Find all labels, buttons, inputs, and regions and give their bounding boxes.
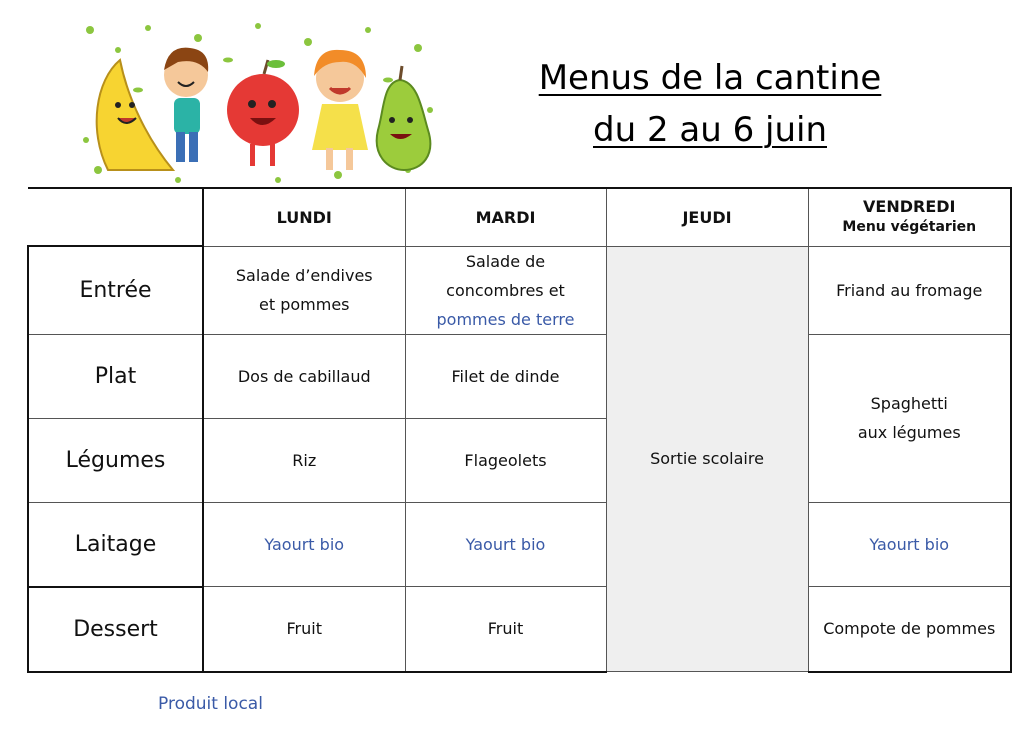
mardi-entree-line1: Salade de: [465, 251, 546, 271]
title-line-2: du 2 au 6 juin: [593, 110, 827, 150]
menu-table: [27, 187, 1012, 673]
mardi-legumes: Flageolets: [405, 418, 606, 502]
title-line-1: Menus de la cantine: [538, 58, 882, 98]
lundi-dessert: Fruit: [203, 587, 405, 672]
table-row-plat: [28, 334, 1011, 418]
jeudi-note: Sortie scolaire: [650, 449, 764, 469]
row-label-plat: Plat: [28, 334, 203, 418]
lundi-laitage: Yaourt bio: [203, 502, 405, 587]
lundi-entree-line1: Salade d’endives: [235, 266, 373, 285]
legend-produit-local: Produit local: [158, 694, 263, 714]
day-header-lundi: LUNDI: [203, 188, 405, 246]
lundi-plat: Dos de cabillaud: [203, 334, 405, 418]
vendredi-plat-line1: Spaghetti: [870, 394, 948, 413]
table-row-entree: [28, 246, 1011, 334]
banana-character: [97, 60, 173, 170]
table-row-dessert: [28, 587, 1011, 672]
row-label-laitage: Laitage: [28, 502, 203, 587]
lundi-entree-line2: et pommes: [259, 295, 350, 314]
row-label-legumes: Légumes: [28, 418, 203, 502]
corner-cell: [28, 188, 203, 246]
mardi-laitage: Yaourt bio: [405, 502, 606, 587]
jeudi-cell: [606, 246, 808, 672]
vendredi-laitage: Yaourt bio: [808, 502, 1011, 587]
mardi-entree-line3: pommes de terre: [436, 309, 575, 329]
header-row: [28, 188, 1011, 246]
mardi-plat: Filet de dinde: [405, 334, 606, 418]
day-header-vendredi: [808, 188, 1011, 246]
mardi-entree: [405, 246, 606, 334]
lundi-entree: [203, 246, 405, 334]
girl-character: [312, 50, 368, 170]
mardi-entree-line2: concombres et: [446, 280, 565, 300]
mardi-dessert: Fruit: [405, 587, 606, 672]
page-title: [470, 52, 950, 156]
vendredi-label: VENDREDI: [863, 196, 956, 216]
table-row-laitage: [28, 502, 1011, 587]
row-label-dessert: Dessert: [28, 587, 203, 672]
boy-character: [164, 48, 208, 162]
vendredi-plat: [808, 334, 1011, 502]
lundi-legumes: Riz: [203, 418, 405, 502]
vendredi-plat-line2: aux légumes: [857, 423, 961, 442]
vendredi-subtitle: Menu végétarien: [842, 218, 977, 235]
apple-character: [227, 60, 299, 166]
vendredi-entree: Friand au fromage: [808, 246, 1011, 334]
kids-fruits-illustration: [78, 20, 440, 190]
day-header-mardi: MARDI: [405, 188, 606, 246]
day-header-jeudi: JEUDI: [606, 188, 808, 246]
vendredi-dessert: Compote de pommes: [808, 587, 1011, 672]
row-label-entree: Entrée: [28, 246, 203, 334]
